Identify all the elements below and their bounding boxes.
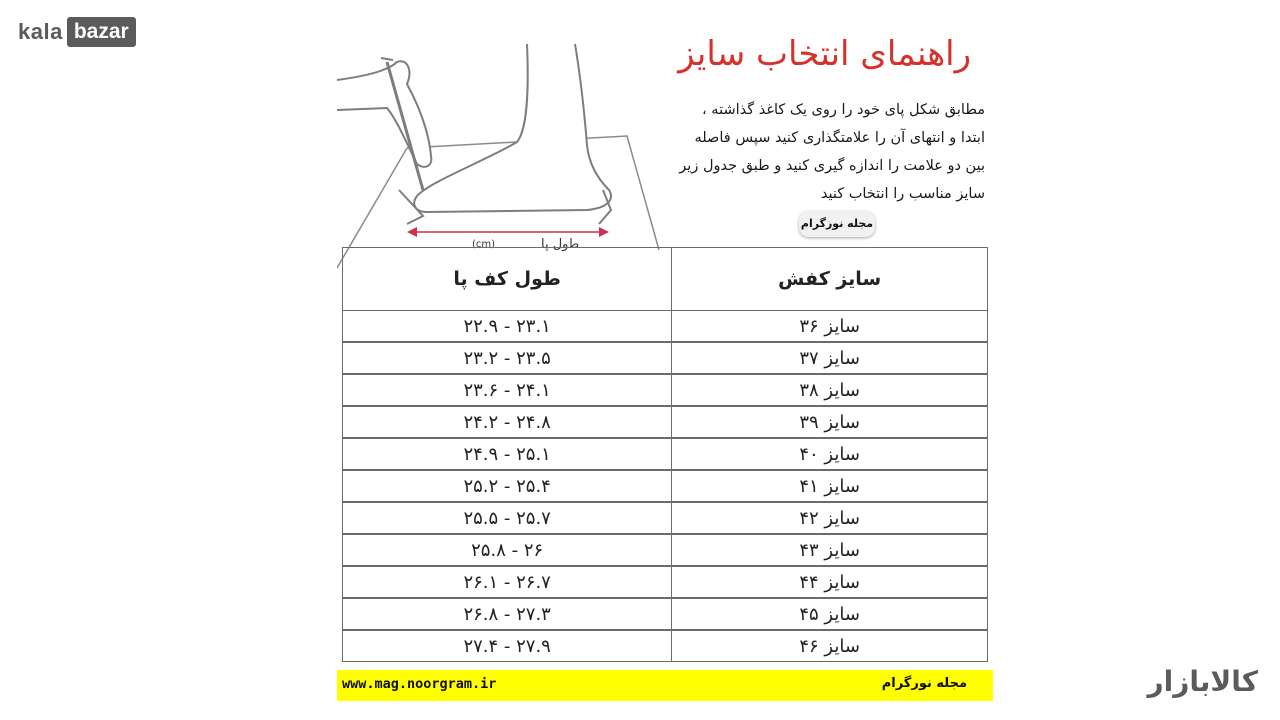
cell-length: ۲۵.۴ - ۲۵.۲ [343, 470, 672, 502]
cell-size: سایز ۴۰ [672, 438, 988, 470]
logo-kala-text: kala [18, 19, 63, 44]
instructions-text [655, 96, 985, 208]
cell-length: ۲۷.۳ - ۲۶.۸ [343, 598, 672, 630]
size-table [342, 247, 988, 662]
cell-size: سایز ۴۵ [672, 598, 988, 630]
illustration-unit: (cm) [471, 239, 495, 250]
cell-length: ۲۶ - ۲۵.۸ [343, 534, 672, 566]
cell-size: سایز ۳۸ [672, 374, 988, 406]
table-row [343, 438, 988, 470]
cell-size: سایز ۳۷ [672, 342, 988, 374]
size-guide-image [337, 28, 993, 704]
table-row [343, 342, 988, 374]
table-row [343, 502, 988, 534]
footer-magazine: مجله نورگرام [881, 676, 967, 691]
header-shoe-size: سایز کفش [672, 248, 988, 311]
instruction-line: ابتدا و انتهای آن را علامتگذاری کنید سپس فاصله [694, 130, 985, 146]
table-row [343, 630, 988, 662]
instruction-line: مطابق شکل پای خود را روی یک کاغذ گذاشته ، [702, 102, 985, 118]
table-row [343, 374, 988, 406]
table-header-row [343, 248, 988, 311]
footer-bar [337, 670, 993, 701]
cell-size: سایز ۳۹ [672, 406, 988, 438]
table-row [343, 311, 988, 343]
cell-size: سایز ۴۱ [672, 470, 988, 502]
cell-size: سایز ۴۶ [672, 630, 988, 662]
instruction-line: سایز مناسب را انتخاب کنید [820, 186, 985, 202]
cell-size: سایز ۳۶ [672, 311, 988, 343]
table-row [343, 470, 988, 502]
table-row [343, 566, 988, 598]
cell-length: ۲۵.۱ - ۲۴.۹ [343, 438, 672, 470]
kalabazar-logo[interactable] [18, 17, 136, 47]
cell-size: سایز ۴۳ [672, 534, 988, 566]
footer-url: www.mag.noorgram.ir [342, 676, 497, 692]
magazine-badge: مجله نورگرام [799, 211, 875, 237]
logo-bazar-text: bazar [67, 17, 136, 47]
cell-length: ۲۶.۷ - ۲۶.۱ [343, 566, 672, 598]
header-foot-length: طول کف پا [343, 248, 672, 311]
kalabazar-persian-logo[interactable]: کالابازار [1147, 665, 1258, 698]
table-row [343, 406, 988, 438]
cell-length: ۲۴.۱ - ۲۳.۶ [343, 374, 672, 406]
cell-length: ۲۳.۱ - ۲۲.۹ [343, 311, 672, 343]
instruction-line: بین دو علامت را اندازه گیری کنید و طبق جدول زیر [679, 158, 985, 174]
cell-size: سایز ۴۴ [672, 566, 988, 598]
cell-size: سایز ۴۲ [672, 502, 988, 534]
foot-measuring-icon [337, 40, 667, 270]
cell-length: ۲۴.۸ - ۲۴.۲ [343, 406, 672, 438]
table-row [343, 534, 988, 566]
illustration-label: طول پا [541, 237, 580, 252]
guide-title: راهنمای انتخاب سایز [678, 34, 971, 74]
cell-length: ۲۷.۹ - ۲۷.۴ [343, 630, 672, 662]
table-row [343, 598, 988, 630]
cell-length: ۲۵.۷ - ۲۵.۵ [343, 502, 672, 534]
cell-length: ۲۳.۵ - ۲۳.۲ [343, 342, 672, 374]
